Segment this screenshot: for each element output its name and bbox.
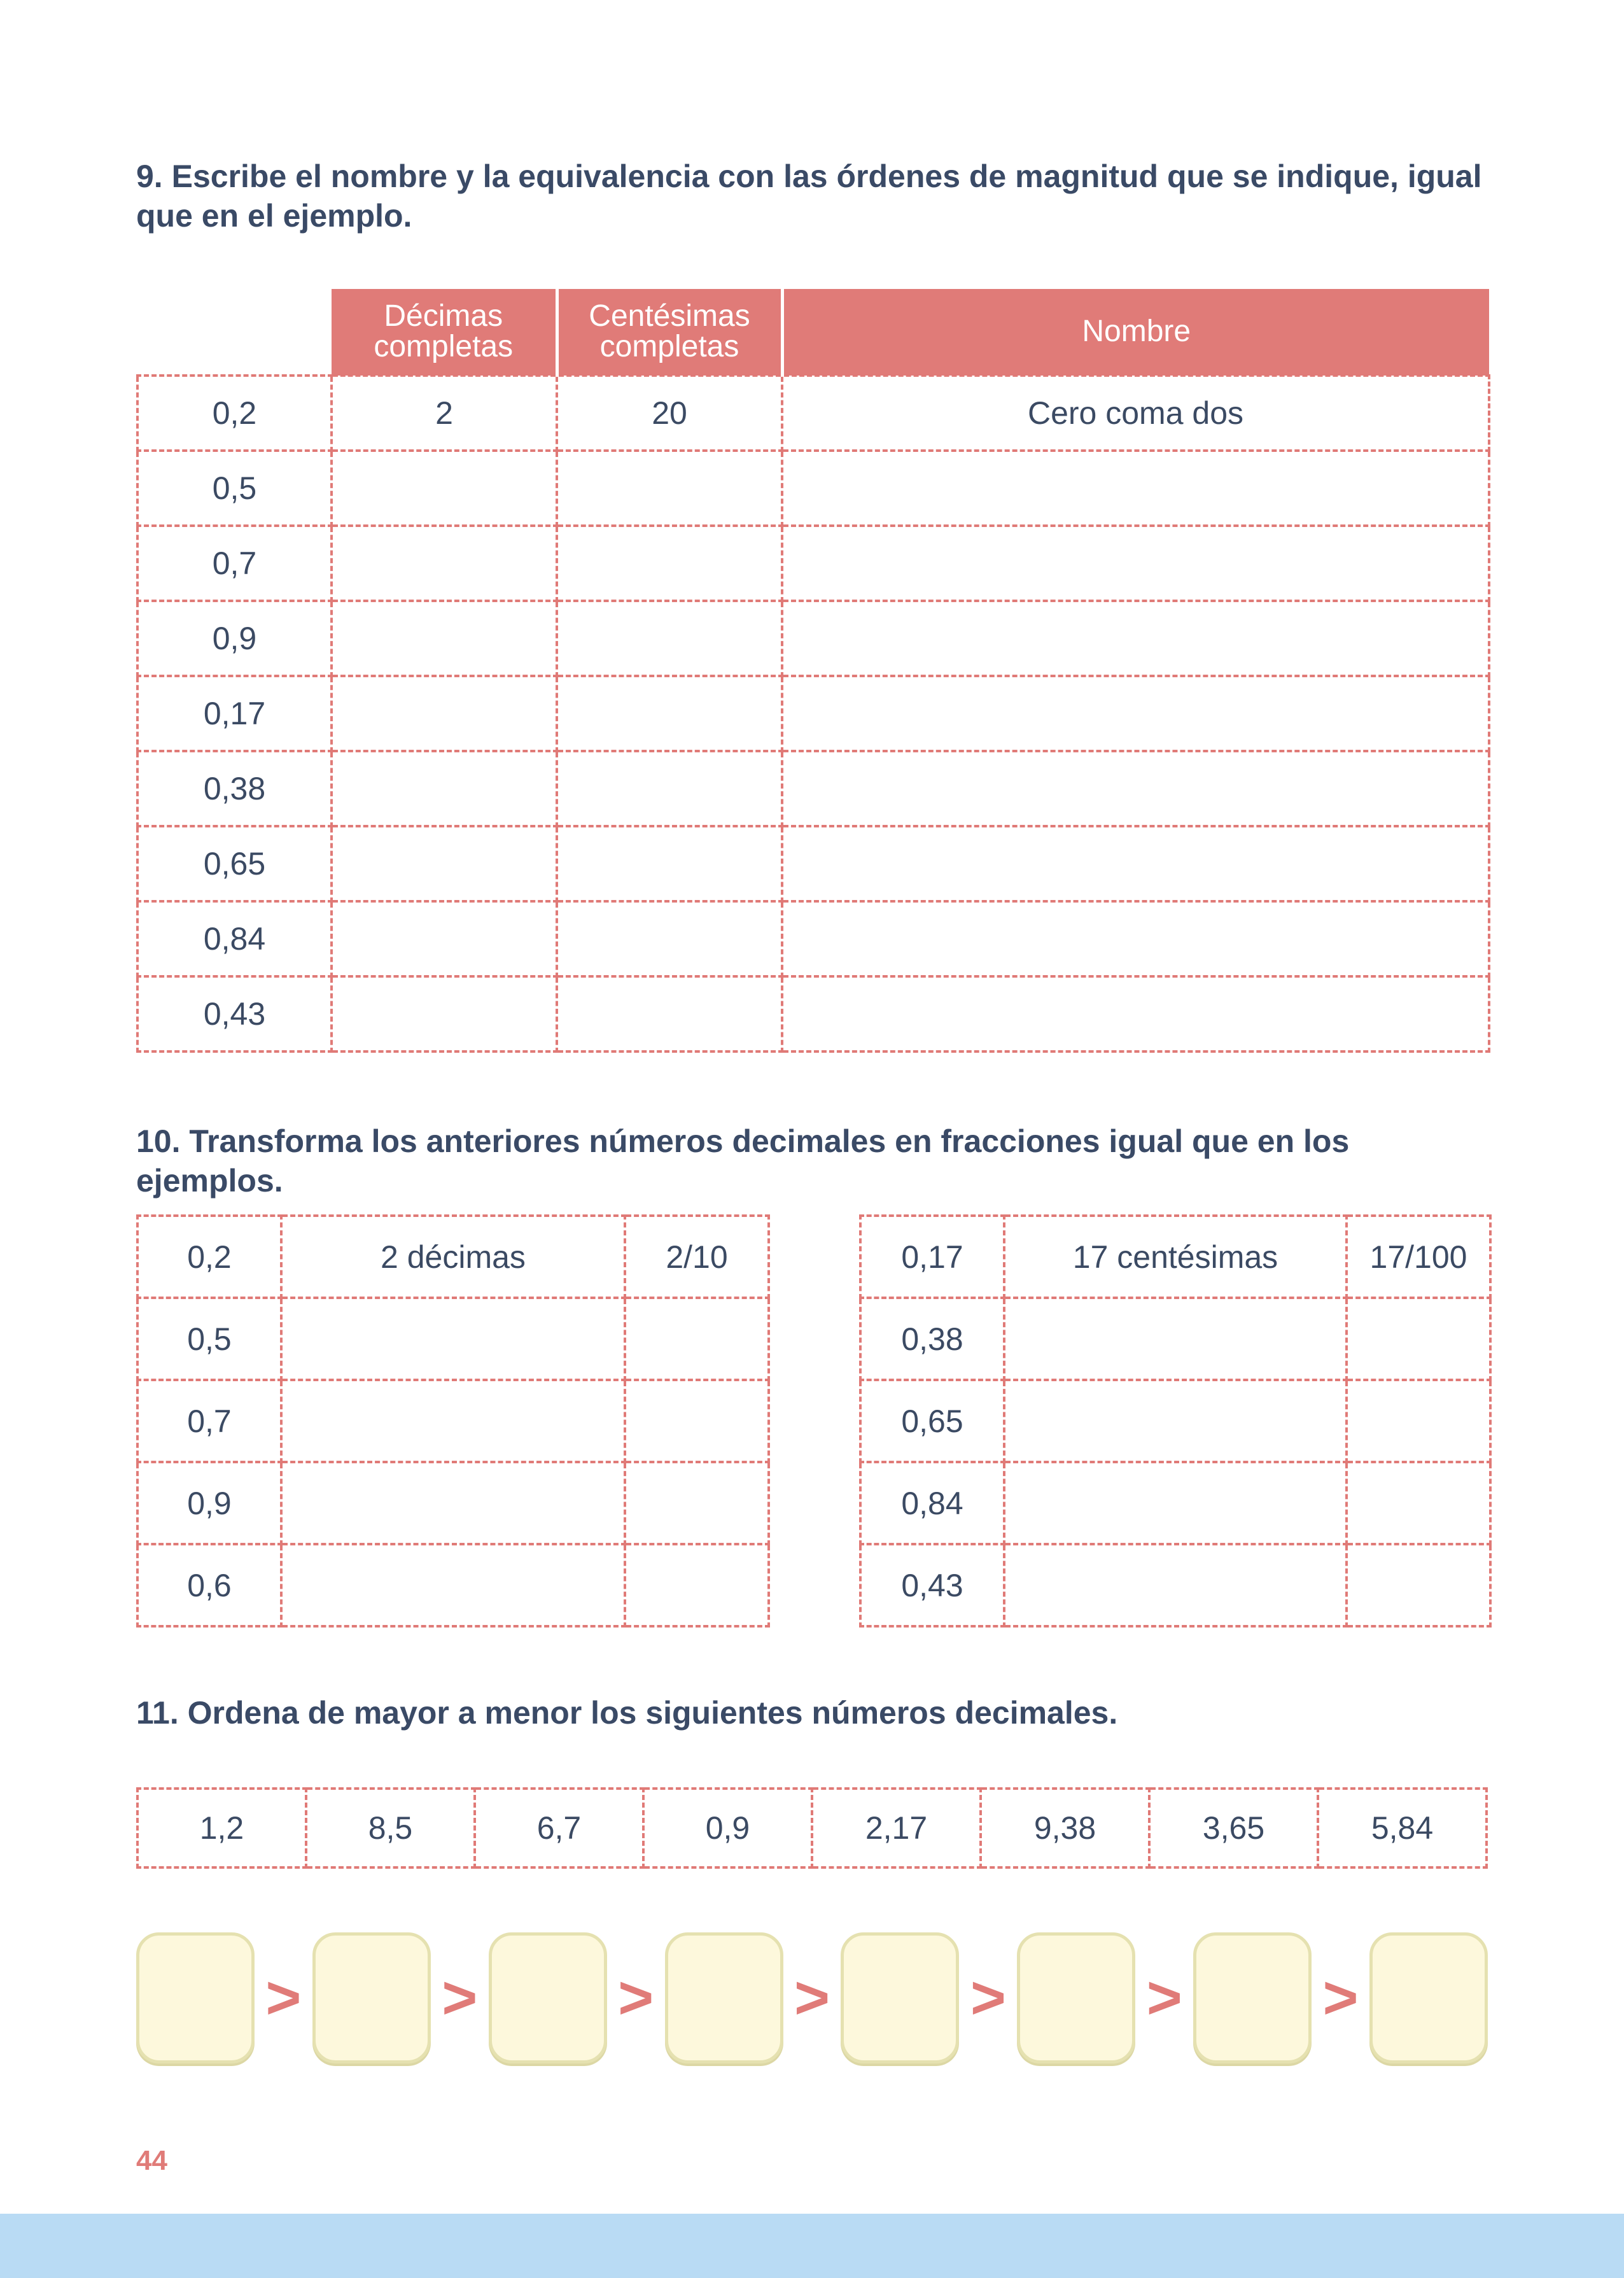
decimal-number-cell: 0,65 — [860, 1380, 1004, 1462]
decimal-number-cell: 0,17 — [860, 1216, 1004, 1298]
fraction-answer-cell[interactable] — [1347, 1380, 1490, 1462]
exercise-9-header-row — [137, 289, 1489, 376]
words-answer-cell[interactable] — [1004, 1544, 1347, 1626]
centesimas-answer-cell[interactable] — [557, 976, 782, 1051]
decimal-number-cell: 0,2 — [137, 376, 332, 451]
header-centesimas-line1: Centésimas — [589, 299, 750, 333]
decimas-answer-cell[interactable] — [332, 526, 557, 601]
centesimas-answer-cell[interactable] — [557, 451, 782, 526]
greater-than-sign: > — [265, 1964, 302, 2032]
centesimas-answer-cell: 20 — [557, 376, 782, 451]
decimal-number-cell: 0,43 — [860, 1544, 1004, 1626]
header-blank — [137, 289, 332, 376]
fraction-answer-cell[interactable] — [625, 1298, 769, 1380]
nombre-answer-cell[interactable] — [782, 451, 1489, 526]
centesimas-answer-cell[interactable] — [557, 901, 782, 976]
greater-than-sign: > — [794, 1964, 830, 2032]
number-to-order-cell: 2,17 — [812, 1789, 981, 1867]
decimas-answer-cell[interactable] — [332, 601, 557, 676]
header-centesimas — [557, 289, 782, 376]
words-answer-cell[interactable] — [281, 1544, 625, 1626]
header-decimas — [332, 289, 557, 376]
fraction-answer-cell[interactable] — [1347, 1462, 1490, 1544]
greater-than-sign: > — [1322, 1964, 1359, 2032]
nombre-answer-cell[interactable] — [782, 901, 1489, 976]
words-answer-cell[interactable] — [281, 1462, 625, 1544]
fraction-answer-cell[interactable] — [625, 1462, 769, 1544]
table-row — [137, 826, 1489, 901]
decimal-number-cell: 0,17 — [137, 676, 332, 751]
decimal-number-cell: 0,84 — [137, 901, 332, 976]
order-answer-box[interactable] — [665, 1932, 783, 2064]
nombre-answer-cell[interactable] — [782, 526, 1489, 601]
greater-than-sign: > — [442, 1964, 478, 2032]
decimal-number-cell: 0,38 — [860, 1298, 1004, 1380]
table-row — [137, 526, 1489, 601]
table-row — [137, 451, 1489, 526]
fraction-answer-cell[interactable] — [625, 1380, 769, 1462]
table-row — [860, 1298, 1490, 1380]
footer-band — [0, 2214, 1624, 2278]
words-answer-cell: 2 décimas — [281, 1216, 625, 1298]
table-row — [860, 1216, 1490, 1298]
header-decimas-line2: completas — [374, 330, 514, 363]
nombre-answer-cell[interactable] — [782, 976, 1489, 1051]
greater-than-sign: > — [1146, 1964, 1182, 2032]
header-nombre: Nombre — [782, 289, 1489, 376]
table-row — [860, 1462, 1490, 1544]
page-number: 44 — [136, 2145, 167, 2176]
header-decimas-line1: Décimas — [384, 299, 503, 333]
decimas-answer-cell[interactable] — [332, 901, 557, 976]
fraction-answer-cell: 2/10 — [625, 1216, 769, 1298]
decimal-number-cell: 0,5 — [137, 1298, 281, 1380]
decimal-number-cell: 0,65 — [137, 826, 332, 901]
table-row — [137, 976, 1489, 1051]
table-row — [860, 1544, 1490, 1626]
exercise-10-left-table — [136, 1214, 770, 1628]
table-row — [137, 1216, 769, 1298]
words-answer-cell[interactable] — [281, 1298, 625, 1380]
table-row — [137, 601, 1489, 676]
table-row — [137, 751, 1489, 826]
order-answer-box[interactable] — [136, 1932, 255, 2064]
order-answer-box[interactable] — [841, 1932, 959, 2064]
fraction-answer-cell[interactable] — [1347, 1298, 1490, 1380]
number-to-order-cell: 1,2 — [137, 1789, 306, 1867]
nombre-answer-cell[interactable] — [782, 826, 1489, 901]
decimal-number-cell: 0,7 — [137, 1380, 281, 1462]
decimal-number-cell: 0,6 — [137, 1544, 281, 1626]
decimas-answer-cell[interactable] — [332, 676, 557, 751]
nombre-answer-cell: Cero coma dos — [782, 376, 1489, 451]
fraction-answer-cell[interactable] — [625, 1544, 769, 1626]
table-row — [137, 376, 1489, 451]
nombre-answer-cell[interactable] — [782, 601, 1489, 676]
number-to-order-cell: 9,38 — [981, 1789, 1149, 1867]
number-to-order-cell: 3,65 — [1149, 1789, 1318, 1867]
exercise-9-table — [136, 289, 1490, 1053]
decimas-answer-cell: 2 — [332, 376, 557, 451]
decimas-answer-cell[interactable] — [332, 976, 557, 1051]
exercise-10-right-table — [859, 1214, 1492, 1628]
number-to-order-cell: 8,5 — [306, 1789, 475, 1867]
numbers-row — [137, 1789, 1487, 1867]
centesimas-answer-cell[interactable] — [557, 676, 782, 751]
decimal-number-cell: 0,84 — [860, 1462, 1004, 1544]
decimas-answer-cell[interactable] — [332, 826, 557, 901]
nombre-answer-cell[interactable] — [782, 676, 1489, 751]
decimal-number-cell: 0,5 — [137, 451, 332, 526]
exercise-9-instruction: 9. Escribe el nombre y la equivalencia con las órdenes de magnitud que se indique, igual que en el ejemplo. — [136, 158, 1482, 234]
decimal-number-cell: 0,9 — [137, 601, 332, 676]
centesimas-answer-cell[interactable] — [557, 526, 782, 601]
number-to-order-cell: 0,9 — [643, 1789, 812, 1867]
exercise-10-instruction: 10. Transforma los anteriores números decimales en fracciones igual que en los ejemplos. — [136, 1123, 1350, 1199]
order-answer-box[interactable] — [1193, 1932, 1312, 2064]
number-to-order-cell: 6,7 — [475, 1789, 643, 1867]
nombre-answer-cell[interactable] — [782, 751, 1489, 826]
exercise-11-instruction: 11. Ordena de mayor a menor los siguientes números decimales. — [136, 1695, 1118, 1731]
header-centesimas-line2: completas — [599, 330, 739, 363]
table-row — [137, 901, 1489, 976]
order-answer-box[interactable] — [489, 1932, 607, 2064]
decimal-number-cell: 0,43 — [137, 976, 332, 1051]
greater-than-sign: > — [618, 1964, 654, 2032]
order-answer-box[interactable] — [312, 1932, 431, 2064]
fraction-answer-cell[interactable] — [1347, 1544, 1490, 1626]
table-row — [137, 676, 1489, 751]
words-answer-cell[interactable] — [1004, 1462, 1347, 1544]
greater-than-sign: > — [970, 1964, 1006, 2032]
decimal-number-cell: 0,9 — [137, 1462, 281, 1544]
centesimas-answer-cell[interactable] — [557, 751, 782, 826]
table-row — [137, 1380, 769, 1462]
words-answer-cell[interactable] — [281, 1380, 625, 1462]
fraction-answer-cell: 17/100 — [1347, 1216, 1490, 1298]
number-to-order-cell: 5,84 — [1318, 1789, 1487, 1867]
words-answer-cell[interactable] — [1004, 1380, 1347, 1462]
order-answer-box[interactable] — [1017, 1932, 1135, 2064]
exercise-11-numbers-table — [136, 1787, 1488, 1869]
decimas-answer-cell[interactable] — [332, 751, 557, 826]
decimal-number-cell: 0,2 — [137, 1216, 281, 1298]
ordering-answer-row — [136, 1930, 1488, 2066]
table-row — [137, 1462, 769, 1544]
table-row — [137, 1544, 769, 1626]
centesimas-answer-cell[interactable] — [557, 826, 782, 901]
decimas-answer-cell[interactable] — [332, 451, 557, 526]
decimal-number-cell: 0,7 — [137, 526, 332, 601]
words-answer-cell: 17 centésimas — [1004, 1216, 1347, 1298]
table-row — [860, 1380, 1490, 1462]
words-answer-cell[interactable] — [1004, 1298, 1347, 1380]
order-answer-box[interactable] — [1369, 1932, 1488, 2064]
centesimas-answer-cell[interactable] — [557, 601, 782, 676]
table-row — [137, 1298, 769, 1380]
decimal-number-cell: 0,38 — [137, 751, 332, 826]
